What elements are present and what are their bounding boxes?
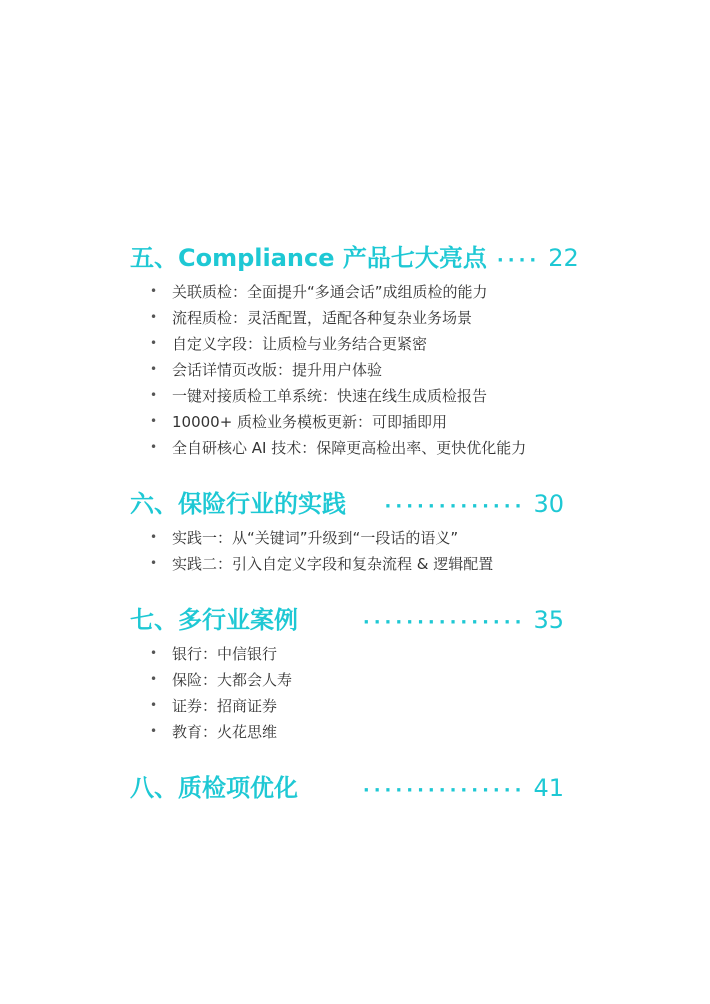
section-title: 五、Compliance 产品七大亮点 [130,244,487,272]
subsection-label: 实践一：从“关键词”升级到“一段话的语义” [172,528,459,547]
toc-entry-7[interactable] [130,600,564,636]
list-item[interactable] [130,382,564,408]
bullet-icon: • [150,414,158,428]
toc-section-8 [130,768,564,804]
list-item[interactable] [130,692,564,718]
section-title: 六、保险行业的实践 [130,490,346,518]
subsection-label: 关联质检：全面提升“多通会话”成组质检的能力 [172,282,488,301]
table-of-contents [130,238,579,828]
bullet-icon: • [150,284,158,298]
toc-section-6 [130,484,564,576]
leader-dots: ··············· [362,780,526,801]
bullet-icon: • [150,310,158,324]
subsection-label: 保险：大都会人寿 [172,670,293,689]
subsection-list [130,524,564,576]
subsection-label: 全自研核心 AI 技术：保障更高检出率、更快优化能力 [172,438,527,457]
list-item[interactable] [130,666,564,692]
section-title: 八、质检项优化 [130,774,298,802]
section-title: 七、多行业案例 [130,606,298,634]
list-item[interactable] [130,718,564,744]
subsection-label: 银行：中信银行 [172,644,278,663]
bullet-icon: • [150,672,158,686]
subsection-label: 会话详情页改版：提升用户体验 [172,360,383,379]
bullet-icon: • [150,530,158,544]
bullet-icon: • [150,724,158,738]
subsection-label: 10000+ 质检业务模板更新：可即插即用 [172,412,448,431]
subsection-label: 证券：招商证券 [172,696,278,715]
leader-dots: ············· [384,496,526,517]
bullet-icon: • [150,362,158,376]
list-item[interactable] [130,304,564,330]
page-number: 41 [533,774,564,802]
bullet-icon: • [150,440,158,454]
list-item[interactable] [130,408,564,434]
page-number: 22 [548,244,579,272]
toc-section-5 [130,238,579,460]
bullet-icon: • [150,388,158,402]
bullet-icon: • [150,646,158,660]
page-number: 35 [533,606,564,634]
list-item[interactable] [130,640,564,666]
subsection-label: 一键对接质检工单系统：快速在线生成质检报告 [172,386,488,405]
subsection-list [130,640,564,744]
leader-dots: ···· [496,250,541,271]
page-number: 30 [533,490,564,518]
toc-entry-5[interactable] [130,238,579,274]
list-item[interactable] [130,278,564,304]
subsection-label: 实践二：引入自定义字段和复杂流程 & 逻辑配置 [172,554,494,573]
list-item[interactable] [130,550,564,576]
subsection-label: 流程质检：灵活配置，适配各种复杂业务场景 [172,308,473,327]
toc-entry-8[interactable] [130,768,564,804]
subsection-list [130,278,564,460]
toc-section-7 [130,600,564,744]
list-item[interactable] [130,330,564,356]
subsection-label: 自定义字段：让质检与业务结合更紧密 [172,334,428,353]
list-item[interactable] [130,524,564,550]
bullet-icon: • [150,556,158,570]
bullet-icon: • [150,336,158,350]
toc-entry-6[interactable] [130,484,564,520]
subsection-label: 教育：火花思维 [172,722,278,741]
list-item[interactable] [130,356,564,382]
list-item[interactable] [130,434,564,460]
leader-dots: ··············· [362,612,526,633]
bullet-icon: • [150,698,158,712]
